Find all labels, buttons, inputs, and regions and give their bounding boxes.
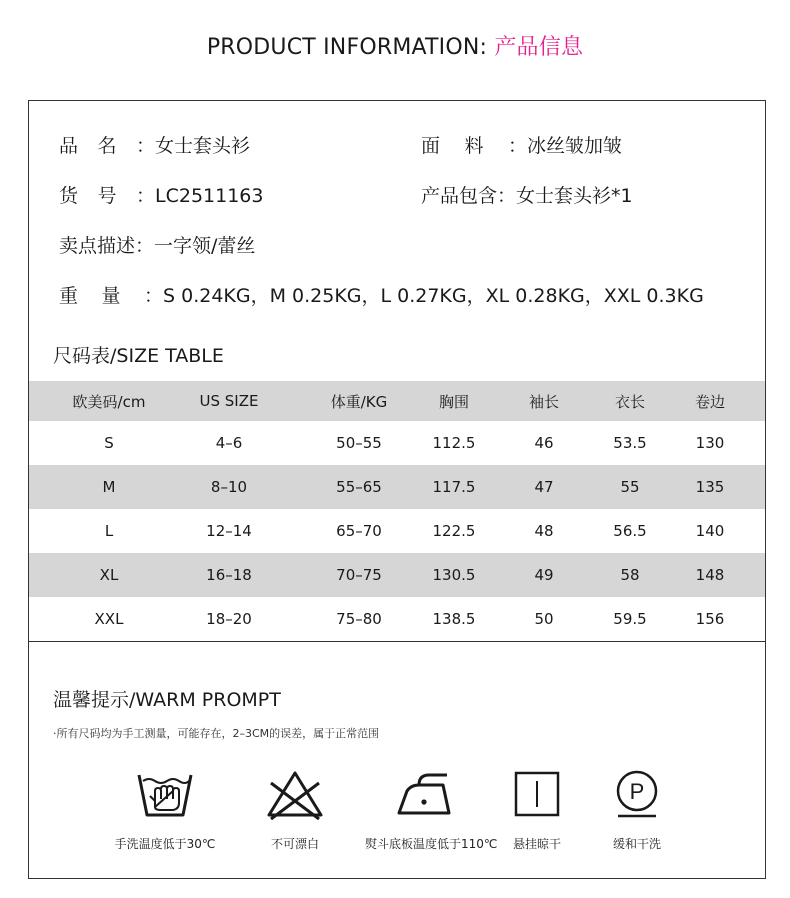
header-chest: 胸围 — [438, 392, 469, 411]
info-selling — [59, 231, 255, 258]
header-hem: 卷边 — [694, 392, 725, 411]
svg-text:P: P — [629, 779, 645, 804]
cell-chest: 117.5 — [432, 478, 476, 496]
cell-length: 56.5 — [613, 522, 647, 540]
cell-us: 18–20 — [206, 610, 252, 628]
product-info-box — [28, 100, 766, 879]
fabric-label: 面料： — [421, 135, 527, 157]
table-row — [29, 509, 765, 553]
selling-label: 卖点描述： — [59, 235, 155, 257]
table-row — [29, 597, 765, 641]
header-eu-size: 欧美码/cm — [72, 392, 146, 411]
care-label: 悬挂晾干 — [512, 837, 561, 851]
cell-chest: 112.5 — [432, 434, 476, 452]
header-us-size: US SIZE — [199, 392, 259, 410]
section-divider — [29, 641, 765, 642]
warm-prompt-note: ·所有尺码均为手工测量，可能存在，2–3CM的误差，属于正常范围 — [53, 727, 380, 740]
cell-hem: 140 — [695, 522, 725, 540]
care-iron — [365, 769, 498, 852]
info-code — [59, 181, 263, 208]
weight-value: S 0.24KG，M 0.25KG，L 0.27KG，XL 0.28KG，XXL 0.3KG — [163, 285, 704, 307]
care-hand-wash — [105, 769, 225, 852]
care-label: 不可漂白 — [270, 837, 319, 851]
care-dry-clean — [577, 769, 697, 852]
cell-eu: XXL — [94, 610, 124, 628]
cell-hem: 135 — [695, 478, 725, 496]
cell-chest: 122.5 — [432, 522, 476, 540]
fabric-value: 冰丝皱加皱 — [527, 135, 623, 157]
table-row — [29, 553, 765, 597]
cell-length: 58 — [620, 566, 640, 584]
cell-weight: 65–70 — [336, 522, 382, 540]
name-value: 女士套头衫 — [155, 135, 251, 157]
cell-us: 8–10 — [210, 478, 248, 496]
header-sleeve: 袖长 — [528, 392, 559, 411]
info-package — [421, 181, 633, 208]
table-row — [29, 421, 765, 465]
header-title-cn: 产品信息 — [494, 35, 584, 60]
cell-weight: 50–55 — [336, 434, 382, 452]
care-no-bleach — [235, 769, 355, 852]
size-table — [29, 381, 765, 641]
cell-us: 12–14 — [206, 522, 252, 540]
cell-sleeve: 50 — [534, 610, 554, 628]
iron-icon — [393, 769, 457, 821]
warm-prompt-title: 温馨提示/WARM PROMPT — [53, 689, 281, 711]
weight-label: 重量： — [59, 285, 163, 307]
cell-weight: 75–80 — [336, 610, 382, 628]
table-row — [29, 465, 765, 509]
cell-eu: XL — [99, 566, 119, 584]
package-value: 女士套头衫*1 — [516, 185, 633, 207]
info-fabric — [421, 131, 622, 158]
selling-value: 一字领/蕾丝 — [154, 235, 256, 257]
hand-wash-icon — [135, 769, 195, 821]
cell-eu: L — [104, 522, 114, 540]
hang-dry-icon — [512, 769, 562, 821]
table-header-row — [29, 381, 765, 421]
cell-hem: 156 — [695, 610, 725, 628]
name-label: 品名： — [59, 135, 155, 157]
cell-sleeve: 46 — [534, 434, 554, 452]
no-bleach-icon — [265, 769, 325, 821]
care-label: 熨斗底板温度低于110℃ — [365, 837, 498, 851]
page-header — [0, 30, 790, 61]
cell-sleeve: 48 — [534, 522, 554, 540]
cell-length: 55 — [620, 478, 640, 496]
dry-clean-icon — [611, 769, 663, 821]
care-label: 手洗温度低于30℃ — [114, 837, 216, 851]
cell-length: 59.5 — [613, 610, 647, 628]
cell-chest: 138.5 — [432, 610, 476, 628]
size-table-title: 尺码表/SIZE TABLE — [53, 345, 224, 367]
header-weight: 体重/KG — [330, 392, 388, 411]
cell-sleeve: 49 — [534, 566, 554, 584]
cell-eu: M — [102, 478, 116, 496]
package-label: 产品包含： — [421, 185, 517, 207]
code-value: LC2511163 — [155, 185, 264, 207]
info-weight — [59, 281, 704, 308]
cell-eu: S — [104, 434, 114, 452]
cell-weight: 70–75 — [336, 566, 382, 584]
care-label: 缓和干洗 — [612, 837, 661, 851]
cell-hem: 130 — [695, 434, 725, 452]
cell-weight: 55–65 — [336, 478, 382, 496]
cell-us: 16–18 — [206, 566, 252, 584]
cell-sleeve: 47 — [534, 478, 554, 496]
header-length: 衣长 — [614, 392, 645, 411]
cell-us: 4–6 — [215, 434, 243, 452]
code-label: 货号： — [59, 185, 155, 207]
cell-chest: 130.5 — [432, 566, 476, 584]
cell-length: 53.5 — [613, 434, 647, 452]
cell-hem: 148 — [695, 566, 725, 584]
header-title-en: PRODUCT INFORMATION: — [206, 35, 488, 60]
info-name — [59, 131, 250, 158]
